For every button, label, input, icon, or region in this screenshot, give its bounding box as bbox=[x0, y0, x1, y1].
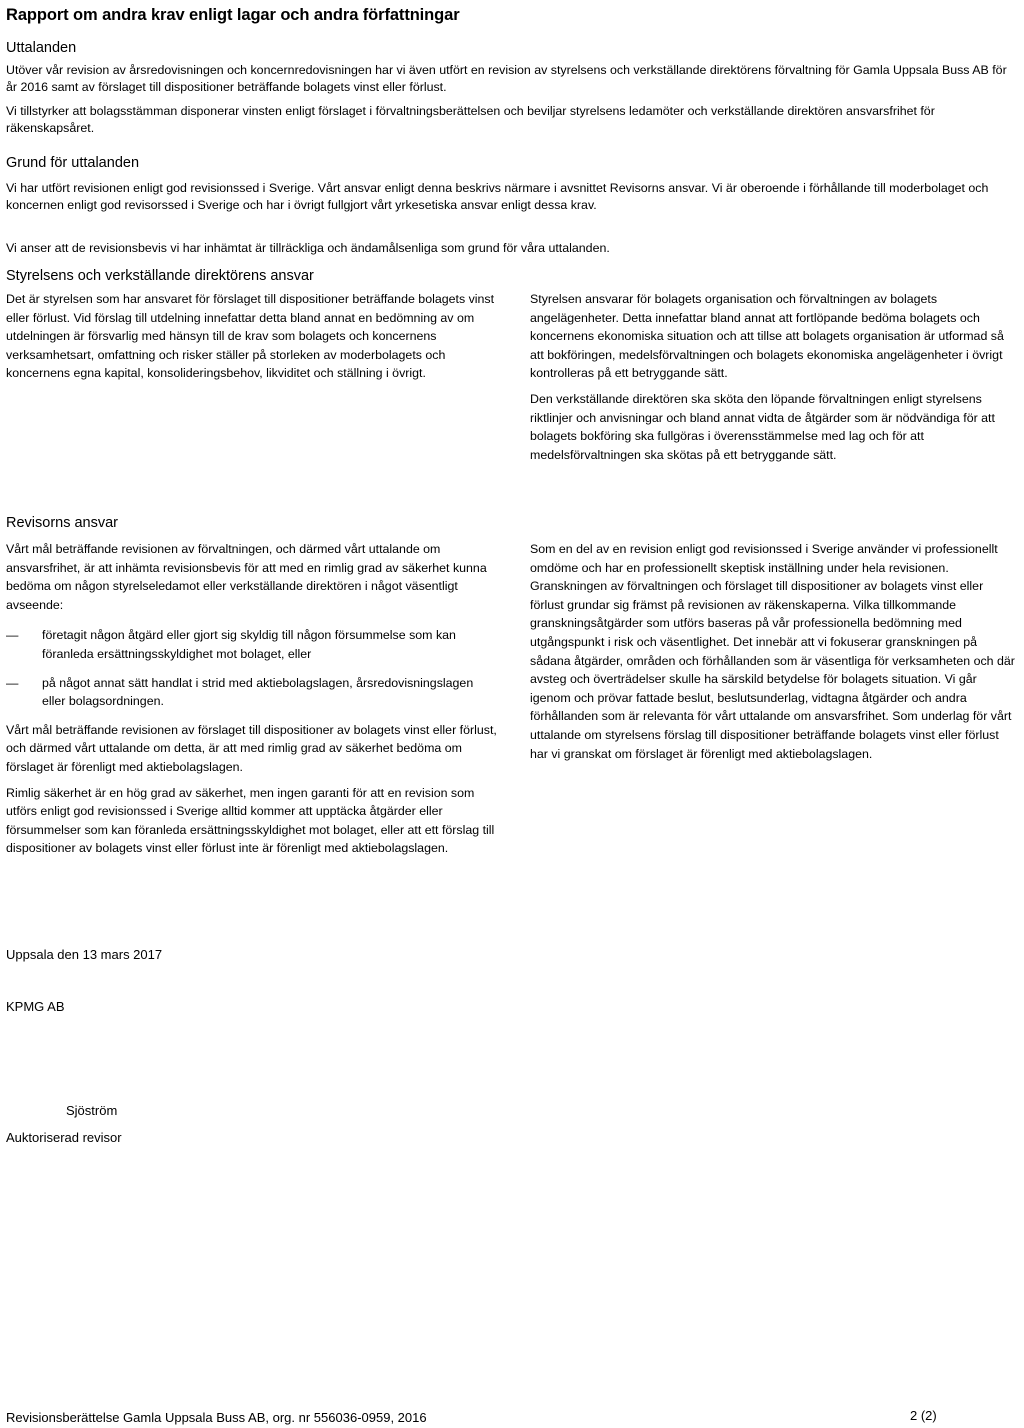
revisorns-heading: Revisorns ansvar bbox=[6, 515, 119, 531]
revisorns-bullet-1 bbox=[6, 626, 498, 663]
styrelsen-right-column bbox=[530, 290, 1020, 471]
footer-document-info: Revisionsberättelse Gamla Uppsala Buss AB, org. nr 556036-0959, 2016 bbox=[6, 1410, 427, 1425]
signature-place-date: Uppsala den 13 mars 2017 bbox=[6, 947, 163, 962]
grund-paragraph-2: Vi anser att de revisionsbevis vi har inhämtat är tillräckliga och ändamålsenliga som grund för våra uttalanden. bbox=[6, 241, 610, 255]
revisorns-left-paragraph-1: Vårt mål beträffande revisionen av förvaltningen, och därmed vårt uttalande om ansvarsfrihet, är att inhämta revisionsbevis för att med en rimlig grad av säkerhet kunna bedöma om någon styrelseledamot eller verkställande direktören i något väsentligt avseende: bbox=[6, 542, 487, 612]
dash-mark: — bbox=[6, 628, 19, 643]
signature-role: Auktoriserad revisor bbox=[6, 1130, 122, 1145]
styrelsen-right-paragraph-2: Den verkställande direktören ska sköta den löpande förvaltningen enligt styrelsens riktlinjer och anvisningar och bland annat vidta de åtgärder som är nödvändiga för att bolagets bokföring ska fullgöras i överensstämmelse med lag och för att medelsförvaltningen ska skötas på ett betryggande sätt. bbox=[530, 391, 995, 462]
grund-paragraph-1: Vi har utfört revisionen enligt god revisionssed i Sverige. Vårt ansvar enligt denna beskrivs närmare i avsnittet Revisorns ansvar. Vi är oberoende i förhållande till moderbolaget och koncernen enligt god revisorssed i Sverige och har i övrigt fullgjort vårt yrkesetiska ansvar enligt dessa krav. bbox=[6, 181, 989, 212]
revisorns-bullet-2 bbox=[6, 674, 498, 711]
bullet-text: företagit någon åtgärd eller gjort sig skyldig till någon försummelse som kan föranleda ersättningsskyldighet mot bolaget, eller bbox=[42, 628, 456, 661]
uttalanden-heading: Uttalanden bbox=[6, 40, 77, 56]
revisorns-right-paragraph: Som en del av en revision enligt god revisionssed i Sverige använder vi professionellt omdöme och har en professionellt skeptisk inställning under hela revisionen. Granskningen av förvaltningen och förslaget till dispositioner av bolagets vinst eller förlust grundar sig främst på revisionen av räkenskaperna. Vilka tillkommande granskningsåtgärder som utförs baseras på vår professionella bedömning med utgångspunkt i risk och väsentlighet. Det innebär att vi fokuserar granskningen på sådana åtgärder, områden och förhållanden som är väsentliga för verksamheten och där avsteg och överträdelser skulle ha särskild betydelse för bolagets situation. Vi går igenom och prövar fattade beslut, beslutsunderlag, vidtagna åtgärder och andra förhållanden som är relevanta för vårt uttalande om ansvarsfrihet. Som underlag för vårt uttalande om styrelsens förslag till dispositioner beträffande bolagets vinst eller förlust har vi granskat om förslaget är förenligt med aktiebolagslagen. bbox=[530, 542, 1015, 761]
dash-mark: — bbox=[6, 675, 19, 690]
styrelsen-left-column bbox=[6, 290, 498, 390]
uttalanden-paragraph-1: Utöver vår revision av årsredovisningen och koncernredovisningen har vi även utfört en revision av styrelsens och verkställande direktörens förvaltning för Gamla Uppsala Buss AB för år 2016 samt av förslaget till dispositioner beträffande bolagets vinst eller förlust. bbox=[6, 63, 1007, 94]
bullet-text: på något annat sätt handlat i strid med aktiebolagslagen, årsredovisningslagen eller bolagsordningen. bbox=[42, 675, 474, 709]
styrelsen-right-paragraph-1: Styrelsen ansvarar för bolagets organisation och förvaltningen av bolagets angelägenheter. Detta innefattar bland annat att fortlöpande bedöma bolagets och koncernens ekonomiska situation och att tillse att bolagets organisation är utformad så att bokföringen, medelsförvaltningen och bolagets ekonomiska angelägenheter i övrigt kontrolleras på ett betryggande sätt. bbox=[530, 292, 1004, 381]
styrelsen-left-paragraph: Det är styrelsen som har ansvaret för förslaget till dispositioner beträffande bolagets vinst eller förlust. Vid förslag till utdelning innefattar detta bland annat en bedömning av om utdelningen är försvarlig med hänsyn till de krav som bolagets och koncernens verksamhetsart, omfattning och risker ställer på storleken av moderbolagets och koncernens egna kapital, konsolideringsbehov, likviditet och ställning i övrigt. bbox=[6, 292, 495, 381]
revisorns-left-paragraph-3: Rimlig säkerhet är en hög grad av säkerhet, men ingen garanti för att en revision som utförs enligt god revisionssed i Sverige alltid kommer att upptäcka åtgärder eller försummelser som kan föranleda ersättningsskyldighet mot bolaget, eller att ett förslag till dispositioner av bolagets vinst eller förlust inte är förenligt med aktiebolagslagen. bbox=[6, 785, 495, 856]
footer-page-number: 2 (2) bbox=[910, 1408, 937, 1423]
uttalanden-paragraph-2: Vi tillstyrker att bolagsstämman disponerar vinsten enligt förslaget i förvaltningsberättelsen och beviljar styrelsens ledamöter och verkställande direktören ansvarsfrihet för räkenskapsåret. bbox=[6, 104, 935, 135]
grund-heading: Grund för uttalanden bbox=[6, 155, 140, 171]
revisorns-left-column bbox=[6, 540, 498, 865]
page-title: Rapport om andra krav enligt lagar och andra författningar bbox=[6, 6, 460, 24]
styrelsen-heading: Styrelsens och verkställande direktörens ansvar bbox=[6, 268, 314, 284]
signature-firm: KPMG AB bbox=[6, 999, 65, 1014]
signature-name: Sjöström bbox=[66, 1103, 118, 1118]
revisorns-right-column bbox=[530, 540, 1020, 770]
revisorns-left-paragraph-2: Vårt mål beträffande revisionen av förslaget till dispositioner av bolagets vinst eller förlust, och därmed vårt uttalande om detta, är att med rimlig grad av säkerhet bedöma om förslaget är förenligt med aktiebolagslagen. bbox=[6, 722, 497, 774]
